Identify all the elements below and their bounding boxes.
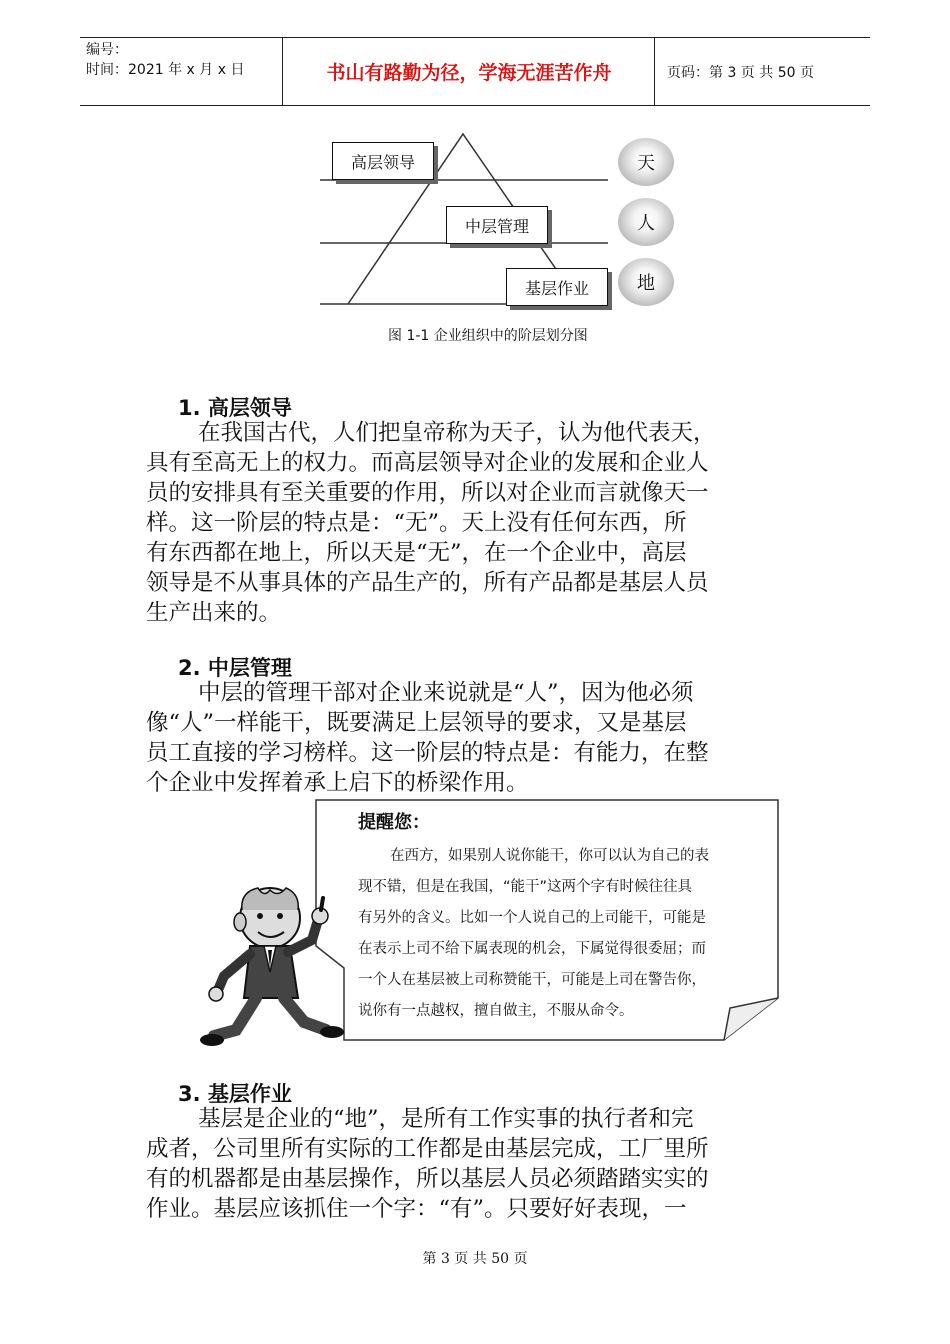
section3-heading: 3. 基层作业: [178, 1082, 292, 1106]
orb-heaven: 天: [618, 138, 674, 186]
text-line: 有东西都在地上，所以天是“无”，在一个企业中，高层: [146, 540, 687, 566]
orb-earth: 地: [618, 258, 674, 306]
tip-title: 提醒您：: [358, 812, 430, 833]
tip-line: 一个人在基层被上司称赞能干，可能是上司在警告你，: [358, 972, 706, 988]
tip-line: 现不错，但是在我国，“能干”这两个字有时候往往具: [358, 879, 693, 895]
level-top: 高层领导: [332, 142, 434, 180]
date-label: 时间：2021 年 x 月 x 日: [86, 62, 245, 78]
tip-line: 有另外的含义。比如一个人说自己的上司能干，可能是: [358, 910, 706, 926]
tip-line: 在表示上司不给下属表现的机会，下属觉得很委屈；而: [358, 941, 706, 957]
text-line: 具有至高无上的权力。而高层领导对企业的发展和企业人: [146, 450, 709, 476]
number-label: 编号：: [86, 42, 128, 58]
section1-text: [146, 418, 812, 628]
tip-box: [310, 798, 780, 1042]
text-line: 样。这一阶层的特点是：“无”。天上没有任何东西，所: [146, 510, 687, 536]
motto: 书山有路勤为径，学海无涯苦作舟: [284, 38, 655, 105]
text-line: 成者，公司里所有实际的工作都是由基层完成，工厂里所: [146, 1136, 709, 1162]
section3-text: [146, 1104, 812, 1224]
text-line: 中层的管理干部对企业来说就是“人”，因为他必须: [198, 680, 694, 706]
hierarchy-diagram: [300, 118, 700, 348]
text-line: 有的机器都是由基层操作，所以基层人员必须踏踏实实的: [146, 1166, 709, 1192]
tip-line: 说你有一点越权，擅自做主，不服从命令。: [358, 1003, 634, 1019]
section2-heading: 2. 中层管理: [178, 656, 292, 680]
text-line: 像“人”一样能干，既要满足上层领导的要求，又是基层: [146, 710, 687, 736]
text-line: 作业。基层应该抓住一个字：“有”。只要好好表现，一: [146, 1196, 687, 1222]
text-line: 个企业中发挥着承上启下的桥梁作用。: [146, 770, 529, 796]
figure-caption: 图 1-1 企业组织中的阶层划分图: [388, 328, 588, 344]
section1-heading: 1. 高层领导: [178, 396, 292, 420]
page-header: [80, 37, 870, 106]
tip-line: 在西方，如果别人说你能干，你可以认为自己的表: [390, 848, 709, 864]
text-line: 领导是不从事具体的产品生产的，所有产品都是基层人员: [146, 570, 709, 596]
header-meta-cell: [80, 38, 283, 105]
orb-human: 人: [618, 198, 674, 246]
level-middle: 中层管理: [446, 206, 548, 244]
text-line: 基层是企业的“地”，是所有工作实事的执行者和完: [198, 1106, 694, 1132]
section2-text: [146, 678, 812, 798]
page-info: 页码：第 3 页 共 50 页: [667, 64, 814, 81]
text-line: 员工直接的学习榜样。这一阶层的特点是：有能力，在整: [146, 740, 709, 766]
text-line: 在我国古代，人们把皇帝称为天子，认为他代表天，: [198, 420, 716, 446]
level-bottom: 基层作业: [506, 268, 608, 306]
text-line: 生产出来的。: [146, 600, 282, 626]
page-footer: 第 3 页 共 50 页: [422, 1251, 528, 1267]
text-line: 员的安排具有至关重要的作用，所以对企业而言就像天一: [146, 480, 709, 506]
cartoon-man-illustration: [200, 880, 350, 1050]
